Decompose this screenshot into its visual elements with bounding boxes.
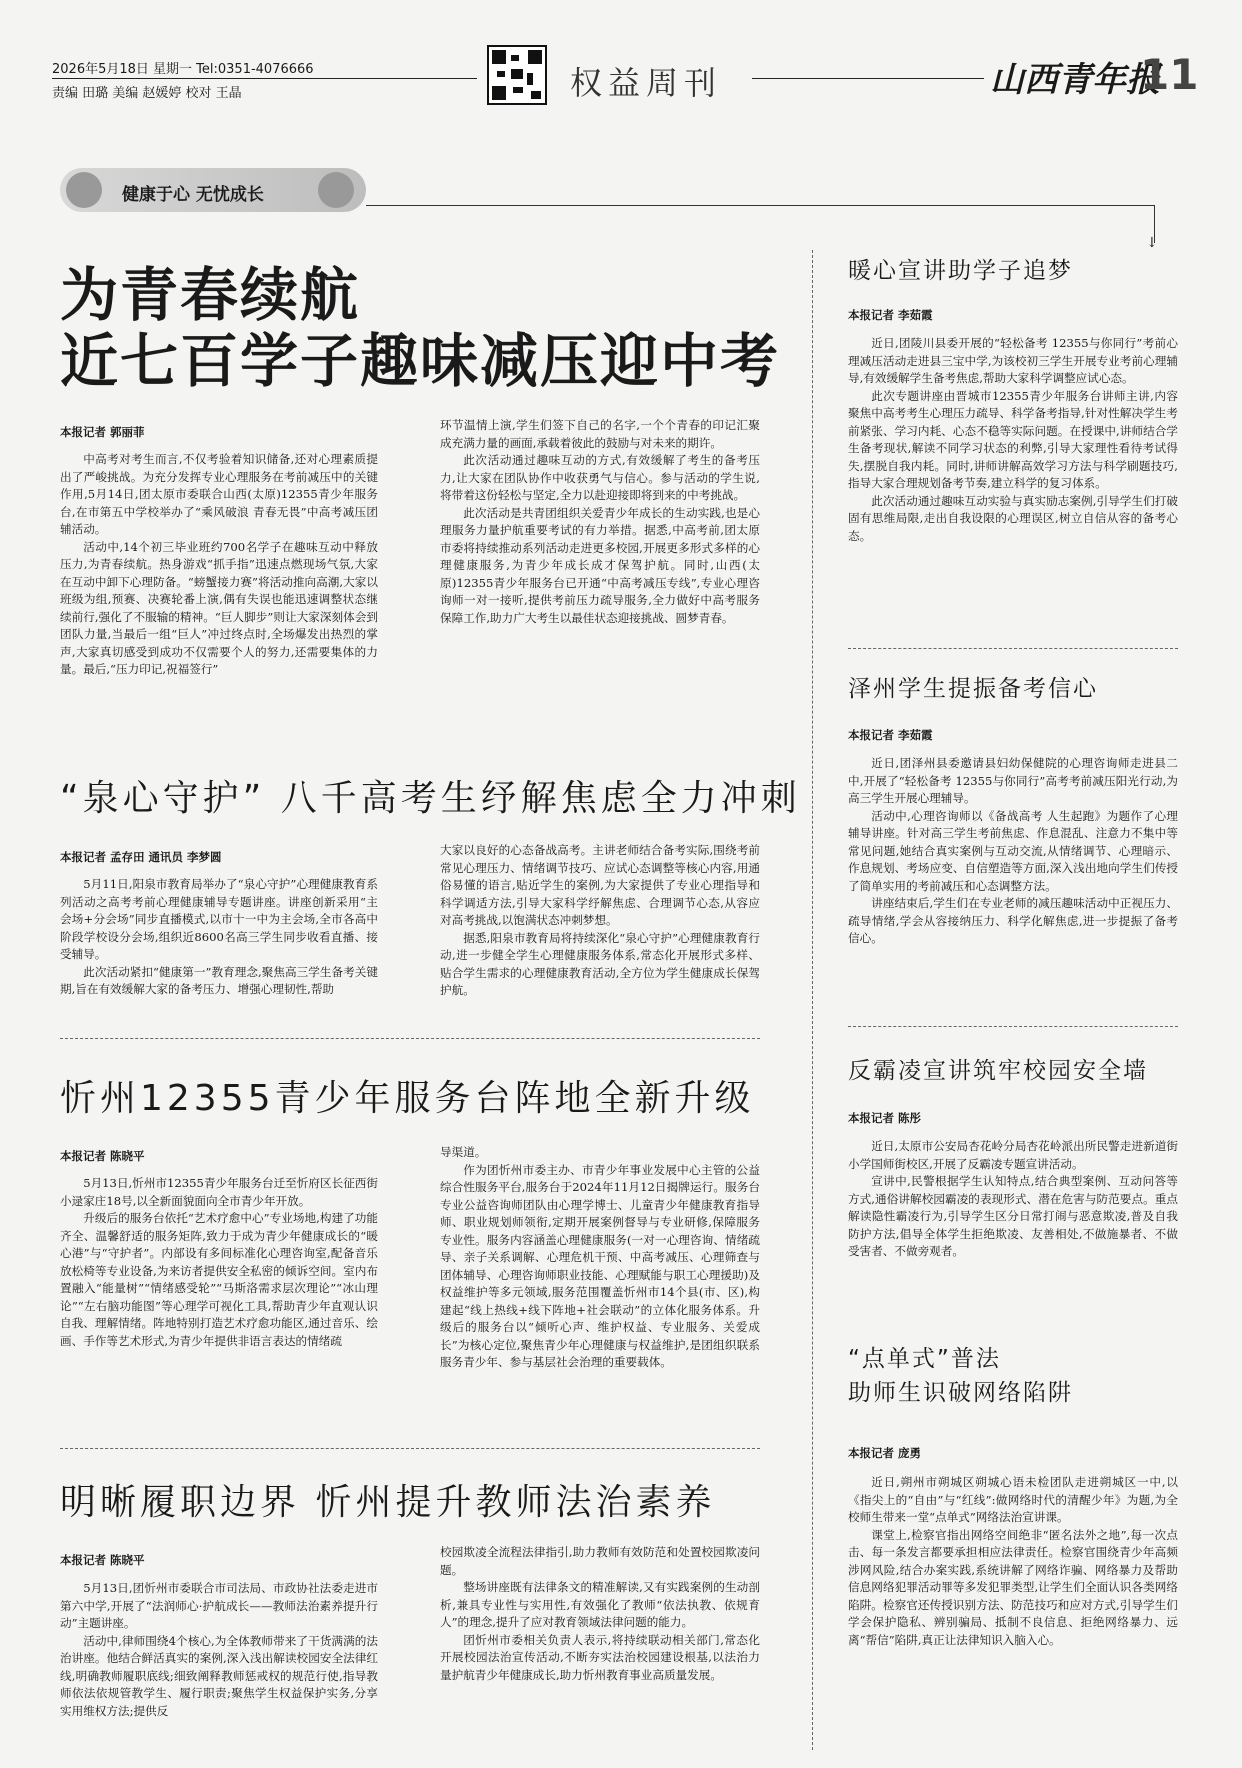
- sidebar-column: [848, 335, 1178, 627]
- section-divider: [60, 1038, 760, 1039]
- sidebar-paragraph: 宣讲中,民警根据学生认知特点,结合典型案例、互动问答等方式,通俗讲解校园霸凌的表现形式、潜在危害与防范要点。重点解读隐性霸凌行为,引导学生区分日常打闹与恶意欺凌,普及自我防护方法,倡导全体学生拒绝欺凌、友善相处,不做施暴者、不做受害者、不做旁观者。: [848, 1174, 1178, 1258]
- editors-line: 责编 田璐 美编 赵媛婷 校对 王晶: [52, 86, 242, 101]
- column-divider: [812, 250, 813, 1750]
- article-paragraph: 据悉,阳泉市教育局将持续深化“泉心守护”心理健康教育行动,进一步健全学生心理健康服务体系,常态化开展形式多样、贴合学生需求的心理健康教育活动,全方位为学生健康成长保驾护航。: [440, 930, 760, 997]
- banner-title: 健康于心 无忧成长: [122, 185, 264, 205]
- sidebar-paragraph: 此次活动通过趣味互动实验与真实励志案例,引导学生们打破固有思维局限,走出自我设限的心理误区,树立自信从容的备考心态。: [848, 493, 1178, 543]
- article-paragraph: 大家以良好的心态备战高考。主讲老师结合备考实际,围绕考前常见心理压力、情绪调节技巧、应试心态调整等核心内容,用通俗易懂的语言,贴近学生的案例,为大家提供了专业心理指导和科学调适方法,引导大家科学纾解焦虑、合理调节心态,从容应对高考挑战,以饱满状态冲刺梦想。: [440, 843, 760, 927]
- sidebar-column: [848, 755, 1178, 1011]
- sidebar-column: [848, 1474, 1178, 1762]
- article-column: [60, 876, 378, 1026]
- sidebar-byline: 本报记者 陈彤: [848, 1111, 922, 1125]
- lead-headline: [60, 262, 780, 394]
- sidebar-byline: 本报记者 李茹霞: [848, 308, 933, 322]
- lead-headline-line1: 为青春续航: [60, 261, 361, 329]
- page-number: 11: [1140, 50, 1199, 99]
- section-title: 权益周刊: [570, 64, 723, 102]
- section-divider: [60, 1448, 760, 1449]
- article-headline: 忻州12355青少年服务台阵地全新升级: [60, 1078, 755, 1119]
- article-paragraph: 5月13日,团忻州市委联合市司法局、市政协社法委走进市第六中学,开展了“法润师心·护航成长——教师法治素养提升行动”主题讲座。: [60, 1581, 378, 1630]
- article-paragraph: 环节温情上演,学生们签下自己的名字,一个个青春的印记汇聚成充满力量的画面,承载着彼此的鼓励与对未来的期许。: [440, 418, 760, 450]
- article-byline: 本报记者 陈晓平: [60, 1149, 145, 1163]
- article-column: [440, 1544, 760, 1760]
- cartoon-kids-icon: [318, 172, 354, 208]
- newspaper-logo: 山西青年报: [990, 60, 1160, 100]
- sidebar-byline: 本报记者 李茹霞: [848, 728, 933, 742]
- article-column: [440, 1144, 760, 1440]
- article-paragraph: 团忻州市委相关负责人表示,将持续联动相关部门,常态化开展校园法治宣传活动,不断夯实法治校园建设根基,以法治力量护航青少年健康成长,助力忻州教育事业高质量发展。: [440, 1632, 760, 1682]
- masthead-rule-right: [752, 78, 984, 79]
- article-paragraph: 5月13日,忻州市12355青少年服务台迁至忻府区长征西街小逯家庄18号,以全新面貌面向全市青少年开放。: [60, 1176, 378, 1208]
- sidebar-paragraph: 活动中,心理咨询师以《备战高考 人生起跑》为题作了心理辅导讲座。针对高三学生考前焦虑、作息混乱、注意力不集中等常见问题,她结合真实案例与互动交流,从情绪调节、心理暗示、作息规划、考场应变、自信塑造等方面,深入浅出地向学生们传授了简单实用的考前减压和心态调整方法。: [848, 808, 1178, 893]
- article-paragraph: 5月11日,阳泉市教育局举办了“泉心守护”心理健康教育系列活动之高考考前心理健康辅导专题讲座。讲座创新采用“主会场+分会场”同步直播模式,以市十一中为主会场,全市各高中阶段学校设分会场,组织近8600名高三学生同步收看直播、接受辅导。: [60, 877, 378, 961]
- sidebar-paragraph: 近日,团泽州县委邀请县妇幼保健院的心理咨询师走进县二中,开展了“轻松备考 12355与你同行”高考考前减压阳光行动,为高三学生开展心理辅导。: [848, 756, 1178, 805]
- article-column: [60, 451, 378, 701]
- sidebar-headline-line2: 助师生识破网络陷阱: [848, 1380, 1073, 1406]
- article-column: [60, 1580, 378, 1760]
- sidebar-column: [848, 1138, 1178, 1314]
- sidebar-headline: 暖心宣讲助学子追梦: [848, 258, 1073, 284]
- sidebar-byline: 本报记者 庞勇: [848, 1446, 922, 1460]
- sidebar-paragraph: 近日,团陵川县委开展的“轻松备考 12355与你同行”考前心理减压活动走进县三宝中学,为该校初三学生开展专业考前心理辅导,有效缓解学生备考焦虑,帮助大家科学调整应试心态。: [848, 336, 1178, 385]
- article-paragraph: 中高考对考生而言,不仅考验着知识储备,还对心理素质提出了严峻挑战。为充分发挥专业心理服务在考前减压中的关键作用,5月14日,团太原市委联合山西(太原)12355青少年服务台,在市第五中学校举办了“乘风破浪 青春无畏”中高考减压团辅活动。: [60, 452, 378, 536]
- article-paragraph: 此次活动紧扣“健康第一”教育理念,聚焦高三学生备考关键期,旨在有效缓解大家的备考压力、增强心理韧性,帮助: [60, 964, 378, 996]
- sidebar-headline: 反霸凌宣讲筑牢校园安全墙: [848, 1058, 1148, 1084]
- sidebar-divider: [848, 1026, 1178, 1027]
- article-paragraph: 此次活动通过趣味互动的方式,有效缓解了考生的备考压力,让大家在团队协作中收获勇气与信心。参与活动的学生说,将带着这份轻松与坚定,全力以赴迎接即将到来的中考挑战。: [440, 453, 760, 502]
- article-paragraph: 整场讲座既有法律条文的精准解读,又有实践案例的生动剖析,兼具专业性与实用性,有效强化了教师“依法执教、依规育人”的理念,提升了应对教育领域法律问题的能力。: [440, 1580, 760, 1629]
- sidebar-headline: 泽州学生提振备考信心: [848, 676, 1098, 702]
- sidebar-paragraph: 此次专题讲座由晋城市12355青少年服务台讲师主讲,内容聚焦中高考考生心理压力疏导、科学备考指导,针对性解决学生考前紧张、学习内耗、心态不稳等实际问题。在授课中,讲师结合学生备考现状,解读不同学习状态的利弊,引导大家理性看待考试得失,摆脱自我内耗。同时,讲师讲解高效学习方法与科学刷题技巧,指导大家合理规划备考节奏,建立科学的复习体系。: [848, 388, 1178, 490]
- article-column: [440, 842, 760, 1030]
- issue-date-line: 2026年5月18日 星期一 Tel:0351-4076666: [52, 62, 314, 77]
- sidebar-paragraph: 近日,太原市公安局杏花岭分局杏花岭派出所民警走进新道街小学国师街校区,开展了反霸凌专题宣讲活动。: [848, 1139, 1178, 1171]
- sidebar-paragraph: 课堂上,检察官指出网络空间绝非“匿名法外之地”,每一次点击、每一条发言都要承担相应法律责任。检察官围绕青少年高频涉网风险,结合办案实践,系统讲解了网络诈骗、网络暴力及帮助信息网络犯罪活动罪等多发犯罪类型,让学生们全面认识各类网络陷阱。检察官还传授识别方法、防范技巧和应对方式,引导学生们学会保护隐私、辨别骗局、抵制不良信息、拒绝网络暴力、远离“帮信”陷阱,真正让法律知识入脑入心。: [848, 1527, 1178, 1647]
- article-paragraph: 升级后的服务台依托“艺术疗愈中心”专业场地,构建了功能齐全、温馨舒适的服务矩阵,致力于成为青少年健康成长的“暖心港”与“守护者”。内部设有多间标准化心理咨询室,配备音乐放松椅等专业设备,为来访者提供安全私密的倾诉空间。室内布置融入“能量树”“情绪感受轮”“马斯洛需求层次理论”“冰山理论”“左右脑功能图”等心理学可视化工具,帮助青少年直观认识自我、理解情绪。阵地特别打造艺术疗愈功能区,通过音乐、绘画、手作等艺术形式,为青少年提供非语言表达的情绪疏: [60, 1211, 378, 1348]
- article-paragraph: 作为团忻州市委主办、市青少年事业发展中心主管的公益综合性服务平台,服务台于2024年11月12日揭牌运行。服务台专业公益咨询师团队由心理学博士、儿童青少年健康教育指导师、职业规划师领衔,定期开展案例督导与专业研修,保障服务专业性。服务内容涵盖心理健康服务(一对一心理咨询、情绪疏导、亲子关系调解、心理危机干预、中高考减压、心理筛查与团体辅导、心理咨询师职业技能、心理赋能与职工心理援助)及权益维护等多元领域,服务范围覆盖忻州市14个县(市、区),构建起“线上热线+线下阵地+社会联动”的立体化服务体系。升级后的服务台以“倾听心声、维护权益、专业服务、关爱成长”为核心定位,聚焦青少年心理健康与权益维护,是团组织联系服务青少年、参与基层社会治理的重要载体。: [440, 1162, 760, 1369]
- article-byline: 本报记者 郭丽菲: [60, 425, 145, 439]
- article-column: [440, 417, 760, 707]
- article-column: [60, 1175, 378, 1439]
- article-paragraph: 活动中,14个初三毕业班约700名学子在趣味互动中释放压力,为青春续航。热身游戏“抓手指”迅速点燃现场气氛,大家在互动中卸下心理防备。“螃蟹接力赛”将活动推向高潮,大家以班级为组,预赛、决赛轮番上演,偶有失误也能迅速调整状态继续前行,强化了不服输的精神。“巨人脚步”则让大家深刻体会到团队力量,当最后一组“巨人”冲过终点时,全场爆发出热烈的掌声,大家真切感受到成功不仅需要个人的努力,还需要集体的力量。最后,“压力印记,祝福签行”: [60, 539, 378, 676]
- article-byline: 本报记者 陈晓平: [60, 1553, 145, 1567]
- masthead-rule: [52, 78, 477, 79]
- article-headline: “泉心守护” 八千高考生纾解焦虑全力冲刺: [60, 778, 801, 819]
- lead-headline-line2: 近七百学子趣味减压迎中考: [60, 327, 781, 395]
- cartoon-kid-icon: [66, 172, 102, 208]
- article-byline: 本报记者 孟存田 通讯员 李梦圆: [60, 850, 222, 864]
- banner-connector-line: [366, 205, 1154, 206]
- sidebar-paragraph: 近日,朔州市朔城区朔城心语未检团队走进朔城区一中,以《指尖上的“自由”与“红线”:做网络时代的清醒少年》为题,为全校师生带来一堂“点单式”网络法治宣讲课。: [848, 1475, 1178, 1524]
- sidebar-headline: [848, 1342, 1073, 1410]
- arrow-down-icon: ↓: [1146, 235, 1158, 251]
- sidebar-divider: [848, 648, 1178, 649]
- article-paragraph: 校园欺凌全流程法律指引,助力教师有效防范和处置校园欺凌问题。: [440, 1545, 760, 1577]
- sidebar-headline-line1: “点单式”普法: [848, 1346, 1001, 1372]
- article-headline: 明晰履职边界 忻州提升教师法治素养: [60, 1482, 716, 1523]
- sidebar-paragraph: 讲座结束后,学生们在专业老师的减压趣味活动中正视压力、疏导情绪,学会从容接纳压力、科学化解焦虑,进一步提振了备考信心。: [848, 896, 1178, 945]
- article-paragraph: 导渠道。: [440, 1145, 487, 1159]
- article-paragraph: 活动中,律师围绕4个核心,为全体教师带来了干货满满的法治讲座。他结合鲜活真实的案例,深入浅出解读校园安全法律红线,明确教师履职底线;细致阐释教师惩戒权的规范行使,指导教师依法依规管教学生、履行职责;聚焦学生权益保护实务,分享实用维权方法;提供反: [60, 1633, 378, 1718]
- qr-code-icon: [487, 45, 547, 105]
- article-paragraph: 此次活动是共青团组织关爱青少年成长的生动实践,也是心理服务力量护航重要考试的有力举措。据悉,中高考前,团太原市委将持续推动系列活动走进更多校园,开展更多形式多样的心理健康服务,为青少年成长成才保驾护航。同时,山西(太原)12355青少年服务台已开通“中高考减压专线”,专业心理咨询师一对一接听,提供考前压力疏导服务,全力做好中高考服务保障工作,助力广大考生以最佳状态迎接挑战、圆梦青春。: [440, 505, 760, 625]
